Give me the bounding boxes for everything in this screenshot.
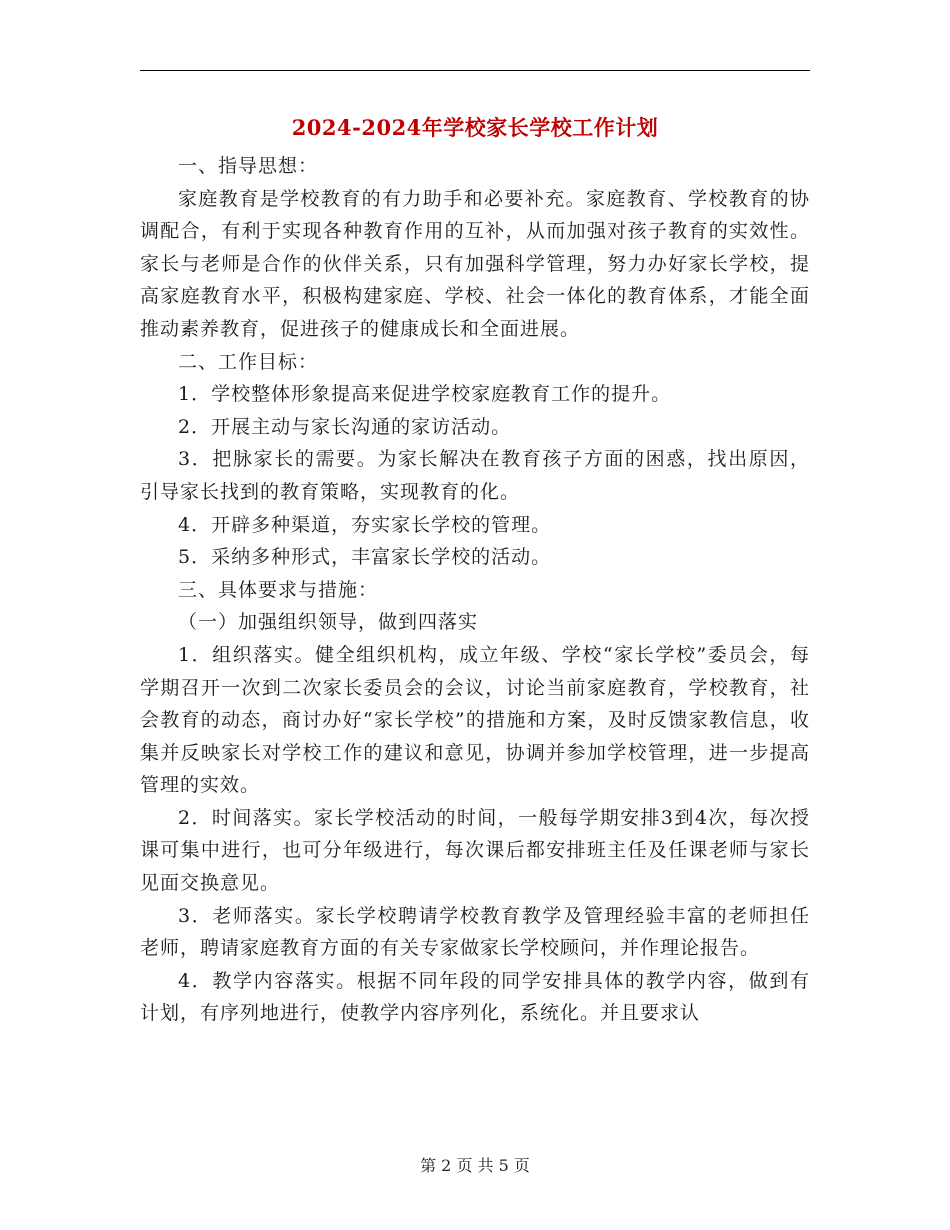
goal-item-3: 3．把脉家长的需要。为家长解决在教育孩子方面的困惑，找出原因，引导家长找到的教育策略，实现教育的化。 xyxy=(140,448,810,503)
measure-item-3: 3．老师落实。家长学校聘请学校教育教学及管理经验丰富的老师担任老师，聘请家庭教育方面的有关专家做家长学校顾问，并作理论报告。 xyxy=(140,904,810,960)
goal-item-2: 2．开展主动与家长沟通的家访活动。 xyxy=(178,415,512,438)
measure-item-2: 2．时间落实。家长学校活动的时间，一般每学期安排3到4次，每次授课可集中进行，也可分年级进行，每次课后都安排班主任及任课老师与家长见面交换意见。 xyxy=(140,806,810,895)
document-title: 2024-2024年学校家长学校工作计划 xyxy=(291,115,659,140)
page-number-footer: 第 2 页 共 5 页 xyxy=(420,1156,530,1175)
goal-item-5: 5．采纳多种形式，丰富家长学校的活动。 xyxy=(178,546,552,569)
heading-requirements-measures: 三、具体要求与措施： xyxy=(178,578,379,601)
paragraph-guiding-ideology: 家庭教育是学校教育的有力助手和必要补充。家庭教育、学校教育的协调配合，有利于实现各种教育作用的互补，从而加强对孩子教育的实效性。家长与老师是合作的伙伴关系，只有加强科学管理，努力办好家长学校，提高家庭教育水平，积极构建家庭、学校、社会一体化的教育体系，才能全面推动素养教育，促进孩子的健康成长和全面进展。 xyxy=(140,187,810,340)
measure-item-4: 4．教学内容落实。根据不同年段的同学安排具体的教学内容，做到有计划，有序列地进行，使教学内容序列化，系统化。并且要求认 xyxy=(140,969,810,1025)
heading-work-goals: 二、工作目标： xyxy=(178,350,319,373)
goal-item-4: 4．开辟多种渠道，夯实家长学校的管理。 xyxy=(178,513,552,536)
measure-item-1: 1．组织落实。健全组织机构，成立年级、学校“家长学校”委员会，每学期召开一次到二次家长委员会的会议，讨论当前家庭教育，学校教育，社会教育的动态，商讨办好“家长学校”的措施和方案，及时反馈家教信息，收集并反映家长对学校工作的建议和意见，协调并参加学校管理，进一步提高管理的实效。 xyxy=(140,643,810,797)
heading-guiding-ideology: 一、指导思想： xyxy=(178,155,319,177)
document-body xyxy=(140,150,810,1030)
goal-item-1: 1．学校整体形象提高来促进学校家庭教育工作的提升。 xyxy=(178,383,672,406)
header-rule xyxy=(140,70,810,71)
subheading-organization: （一）加强组织领导，做到四落实 xyxy=(178,611,479,634)
